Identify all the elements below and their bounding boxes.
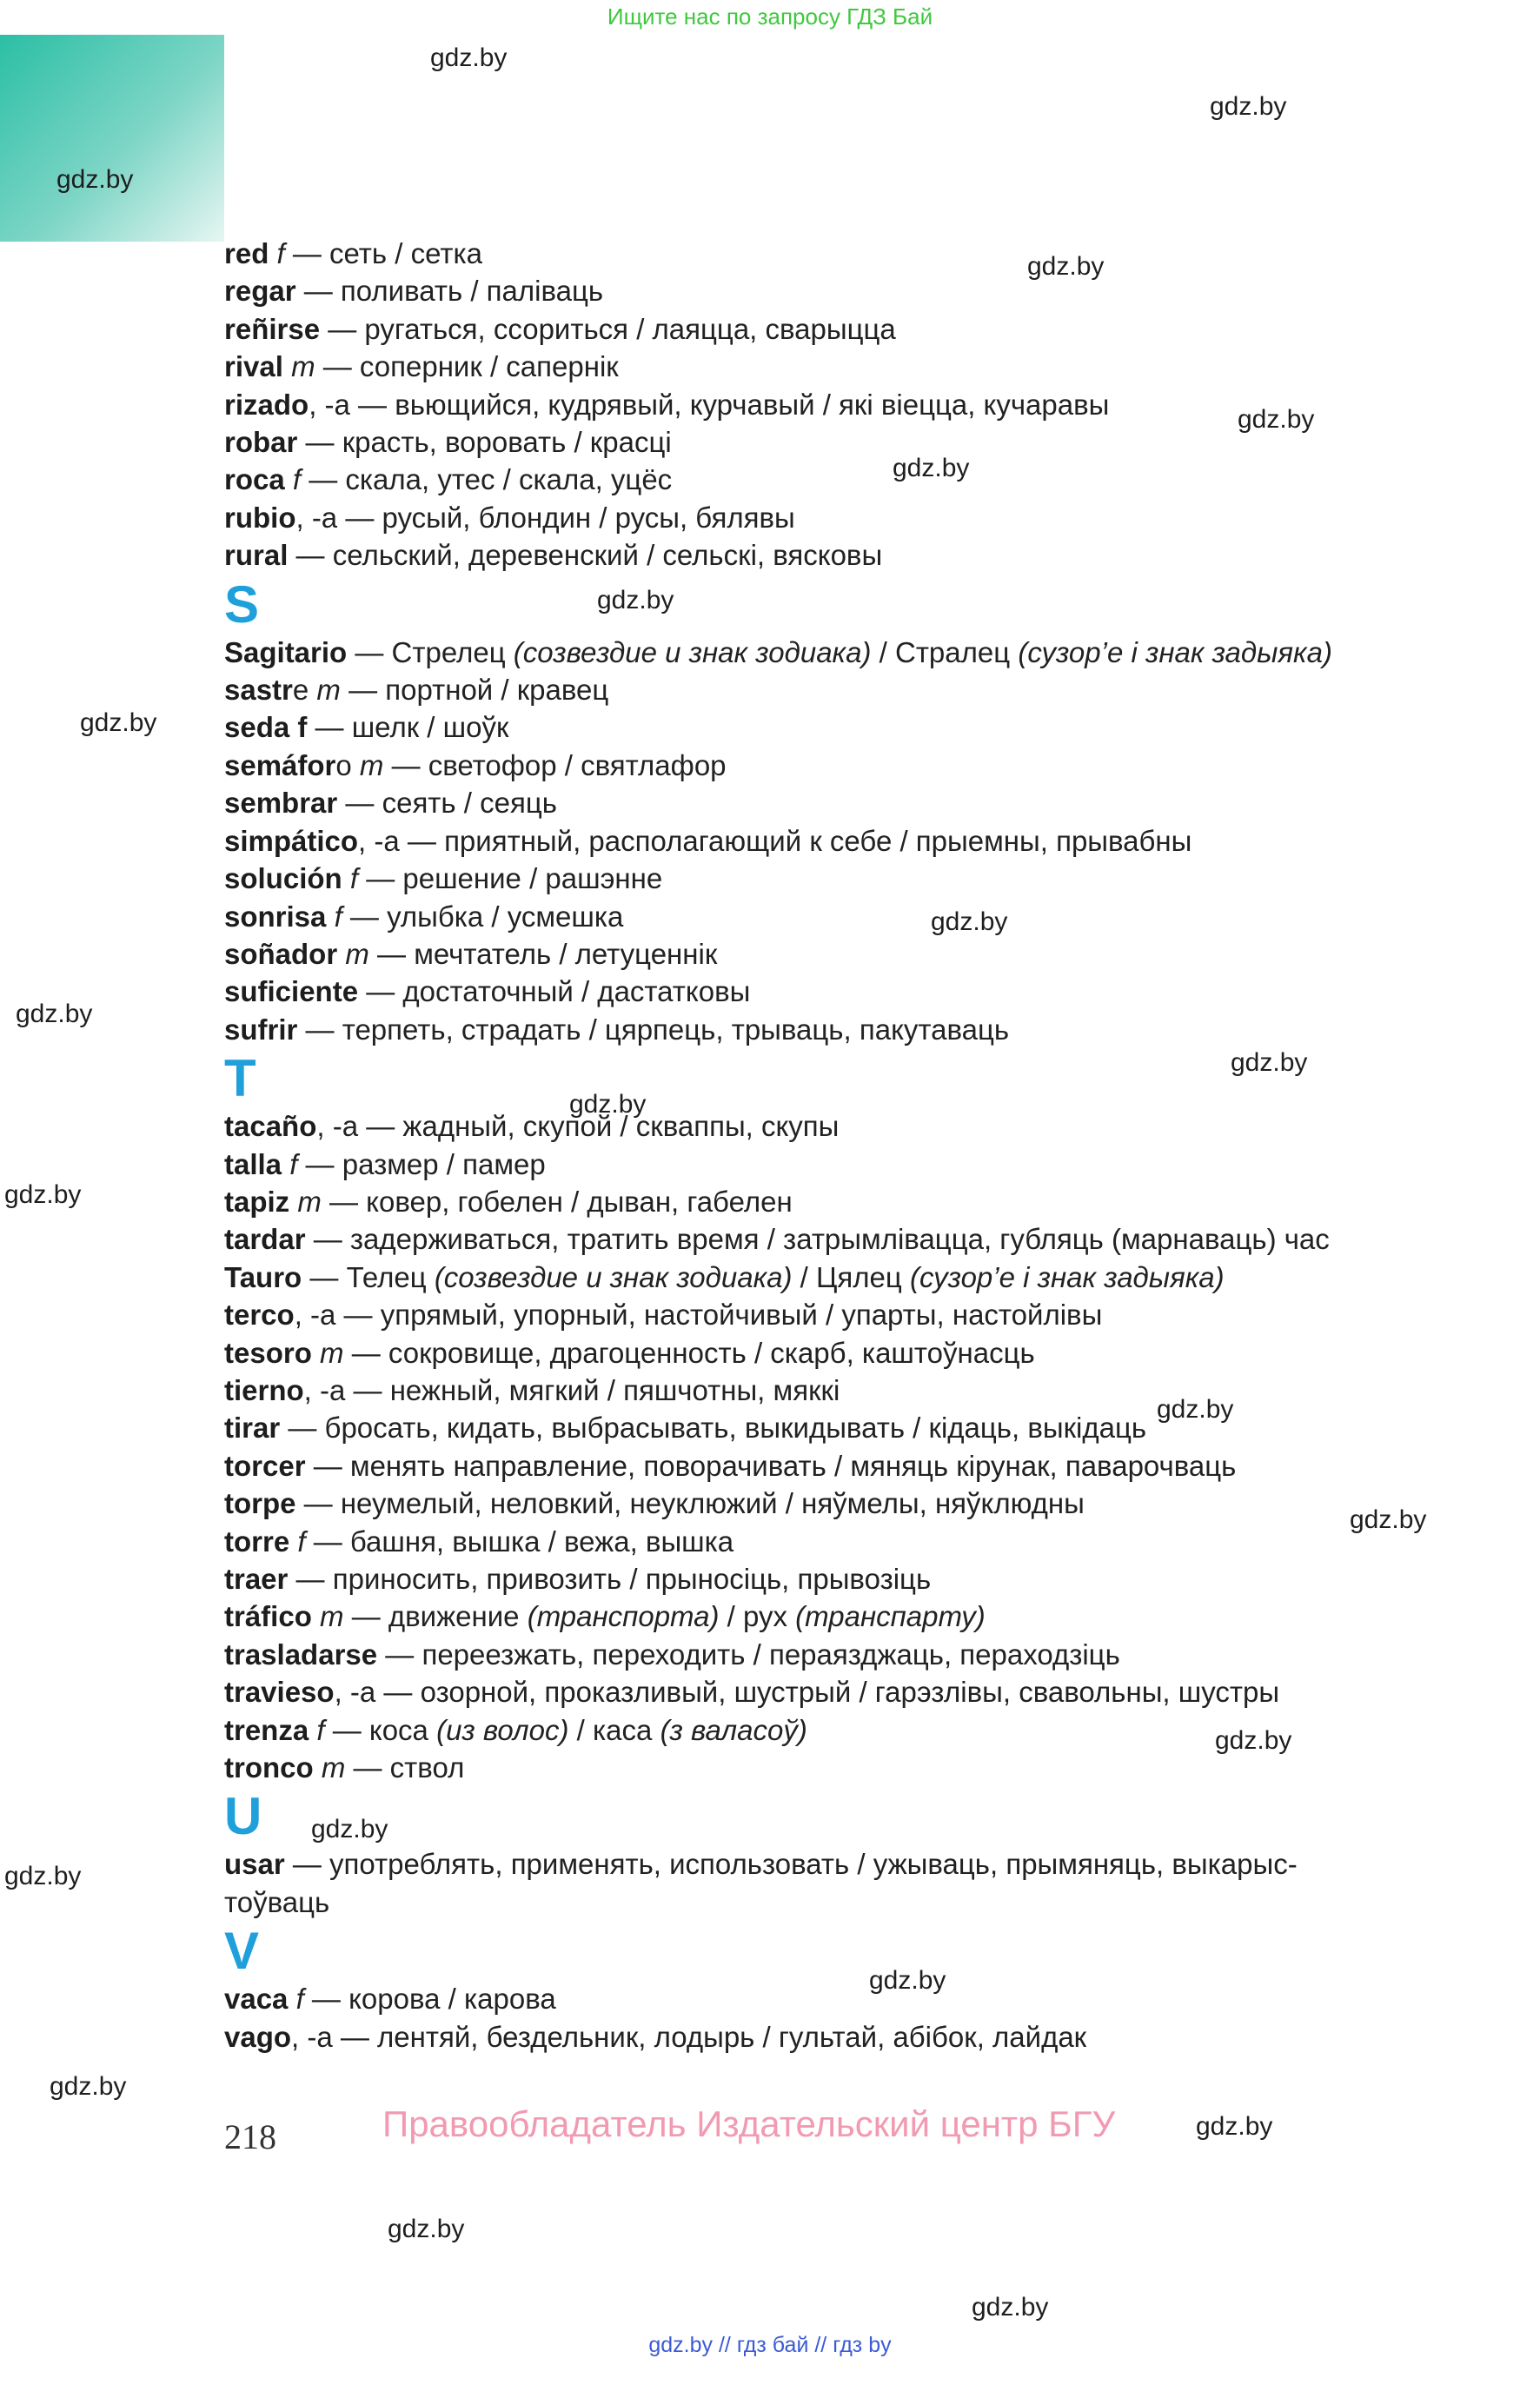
dictionary-entry	[224, 1409, 1441, 1446]
headword: terco	[224, 1299, 295, 1332]
italic-note: (созвездие и знак зодиака)	[513, 635, 872, 668]
watermark: gdz.by	[388, 2215, 465, 2243]
headword: torre	[224, 1525, 290, 1558]
definition-text: , -a — нежный, мягкий / пяшчотны, мяккi	[303, 1373, 840, 1406]
watermark: gdz.by	[1215, 1726, 1292, 1755]
dictionary-entry	[224, 1146, 1441, 1183]
dictionary-entry	[224, 1673, 1441, 1711]
dictionary-entry	[224, 973, 1441, 1010]
watermark: gdz.by	[50, 2072, 127, 2101]
corner-color-block	[0, 35, 224, 242]
dictionary-entry	[224, 1636, 1441, 1673]
definition-text	[309, 1714, 316, 1746]
copyright-notice: Правообладатель Издательский центр БГУ	[382, 2103, 1116, 2144]
headword: roca	[224, 463, 285, 496]
italic-note: f	[276, 237, 285, 269]
italic-note: (из волос)	[436, 1713, 569, 1746]
definition-text: , -a — жадный, скупой / скваппы, скупы	[316, 1110, 840, 1143]
definition-text: / рух	[719, 1600, 796, 1633]
dictionary-entry	[224, 1749, 1441, 1786]
headword: simpático	[224, 824, 359, 857]
headword: regar	[224, 275, 296, 308]
headword: tráfico	[224, 1600, 312, 1633]
definition-text	[342, 862, 350, 894]
definition-text: , -a — вьющийся, кудрявый, курчавый / якi вiецца, кучаравы	[309, 388, 1110, 421]
watermark: gdz.by	[869, 1966, 946, 1995]
definition-text: , -a — озорной, проказливый, шустрый / гарэзлiвы, свавольны, шустры	[334, 1676, 1280, 1709]
definition-text: — ствол	[345, 1751, 465, 1784]
headword: traer	[224, 1563, 289, 1595]
definition-text: — Телец	[302, 1260, 435, 1293]
headword: trasladarse	[224, 1638, 378, 1671]
dictionary-entry	[224, 348, 1441, 385]
italic-note: f	[334, 900, 342, 933]
dictionary-list	[224, 235, 1441, 2056]
dictionary-entry	[224, 935, 1441, 973]
headword: suficiente	[224, 975, 359, 1008]
watermark: gdz.by	[4, 1180, 82, 1209]
watermark: gdz.by	[972, 2293, 1049, 2322]
headword: sembrar	[224, 787, 338, 820]
dictionary-entry	[224, 310, 1441, 348]
italic-note: (з валасоў)	[660, 1713, 807, 1746]
headword: Tauro	[224, 1260, 302, 1293]
dictionary-entry	[224, 1011, 1441, 1048]
dictionary-entry	[224, 1220, 1441, 1258]
dictionary-entry	[224, 386, 1441, 423]
dictionary-entry	[224, 860, 1441, 897]
definition-text: , -a — приятный, располагающий к себе / прыемны, прывабны	[358, 824, 1192, 857]
dictionary-entry	[224, 423, 1441, 461]
definition-text: , -a — упрямый, упорный, настойчивый / упарты, настойлiвы	[294, 1299, 1103, 1332]
headword: rubio	[224, 501, 296, 534]
definition-text: — корова / карова	[303, 1983, 556, 2016]
headword: vago	[224, 2020, 292, 2053]
section-letter: U	[224, 1787, 262, 1846]
definition-text: — улыбка / усмешка	[342, 900, 624, 933]
watermark: gdz.by	[1231, 1048, 1308, 1077]
definition-text: — портной / кравец	[340, 674, 609, 707]
definition-text: , -a — лентяй, бездельник, лодырь / гультай, абiбок, лайдак	[291, 2020, 1087, 2053]
definition-text: — соперник / сапернiк	[315, 350, 619, 383]
section-letter: S	[224, 575, 260, 634]
headword: tesoro	[224, 1336, 312, 1369]
definition-text: — сельский, деревенский / сельскi, вясковы	[288, 539, 883, 572]
headword: robar	[224, 426, 298, 459]
dictionary-entry	[224, 461, 1441, 498]
watermark: gdz.by	[56, 165, 134, 194]
headword: solución	[224, 862, 342, 895]
definition-text: — Стрелец	[347, 635, 514, 668]
definition-text	[289, 1186, 297, 1218]
definition-text: — переезжать, переходить / пераязджаць, пераходзiць	[377, 1638, 1120, 1671]
definition-text: — красть, воровать / красцi	[297, 426, 672, 459]
watermark: gdz.by	[1210, 92, 1287, 121]
definition-text: — светофор / святлафор	[383, 748, 727, 781]
italic-note: m	[291, 350, 315, 383]
dictionary-entry	[224, 536, 1441, 574]
definition-text: — движение	[343, 1600, 528, 1633]
headword: rizado	[224, 388, 309, 421]
headword: tirar	[224, 1412, 281, 1445]
definition-text: — шелк / шоўк	[307, 711, 509, 744]
headword: Sagitario	[224, 635, 348, 668]
definition-text: / Цялец	[792, 1260, 910, 1293]
watermark: gdz.by	[1157, 1395, 1234, 1424]
headword: travieso	[224, 1676, 335, 1709]
headword: tapiz	[224, 1185, 290, 1218]
bottom-footer-links[interactable]: gdz.by // гдз бай // гдз by	[648, 2333, 892, 2357]
definition-text	[282, 1148, 289, 1180]
headword: rival	[224, 350, 283, 383]
dictionary-entry	[224, 708, 1441, 746]
section-letter: T	[224, 1049, 256, 1108]
headword: tardar	[224, 1223, 306, 1256]
section-letter: V	[224, 1922, 260, 1981]
headword: reñirse	[224, 312, 321, 345]
definition-text: / Стралец	[871, 635, 1019, 668]
definition-text: / каса	[568, 1713, 660, 1746]
definition-text: — поливать / палiваць	[295, 275, 604, 308]
dictionary-entry	[224, 1523, 1441, 1560]
italic-note: m	[320, 1336, 344, 1369]
definition-text	[289, 1525, 297, 1558]
dictionary-entry	[224, 1560, 1441, 1598]
headword: semáfor	[224, 748, 336, 781]
italic-note: f	[295, 1983, 304, 2016]
watermark: gdz.by	[1196, 2112, 1273, 2141]
definition-text	[269, 237, 276, 269]
dictionary-entry	[224, 499, 1441, 536]
italic-note: (сузор’е i знак задыяка)	[1018, 635, 1332, 668]
headword: usar	[224, 1848, 285, 1881]
watermark: gdz.by	[4, 1862, 82, 1890]
dictionary-entry	[224, 1845, 1380, 1921]
definition-text	[312, 1600, 320, 1632]
italic-note: f	[297, 1525, 306, 1558]
definition-text	[283, 350, 291, 382]
definition-text: — употреблять, применять, использовать / ужываць, прымяняць, выкарыс-тоўваць	[224, 1848, 1298, 1918]
definition-text: o	[335, 748, 360, 781]
dictionary-entry	[224, 1447, 1441, 1485]
italic-note: m	[345, 937, 369, 970]
dictionary-entry	[224, 1980, 1441, 2017]
definition-text	[312, 1337, 320, 1369]
definition-text: — сеять / сеяць	[337, 787, 557, 820]
dictionary-entry	[224, 2018, 1441, 2056]
watermark: gdz.by	[597, 586, 674, 615]
definition-text: — скала, утес / скала, уцёс	[301, 463, 673, 496]
definition-text: — сокровище, драгоценность / скарб, каштоўнасць	[343, 1336, 1035, 1369]
dictionary-entry	[224, 671, 1441, 708]
italic-note: (транспарту)	[795, 1600, 986, 1633]
watermark: gdz.by	[80, 708, 157, 737]
headword: tacaño	[224, 1110, 317, 1143]
italic-note: f	[316, 1713, 325, 1746]
page-number: 218	[224, 2117, 276, 2156]
headword: rural	[224, 539, 289, 572]
italic-note: m	[297, 1185, 322, 1218]
top-banner[interactable]: Ищите нас по запросу ГДЗ Бай	[607, 3, 933, 30]
headword: tronco	[224, 1751, 314, 1784]
watermark: gdz.by	[569, 1090, 647, 1119]
dictionary-entry	[224, 1711, 1441, 1749]
definition-text: , -a — русый, блондин / русы, бялявы	[295, 501, 795, 534]
definition-text: — терпеть, страдать / цярпець, трываць, пакутаваць	[297, 1013, 1010, 1046]
italic-note: m	[359, 748, 384, 781]
definition-text: e	[292, 674, 317, 707]
definition-text: — достаточный / дастатковы	[358, 975, 751, 1008]
italic-note: m	[321, 1751, 346, 1784]
italic-note: m	[316, 674, 341, 707]
italic-note: (транспорта)	[527, 1600, 720, 1633]
italic-note: (сузор’е i знак задыяка)	[909, 1260, 1225, 1293]
headword: sastr	[224, 674, 293, 707]
definition-text	[288, 1983, 295, 2015]
definition-text: — сеть / сетка	[284, 237, 482, 269]
dictionary-entry	[224, 1183, 1441, 1220]
dictionary-entry	[224, 1296, 1441, 1333]
dictionary-entry	[224, 1598, 1441, 1635]
definition-text	[285, 463, 293, 495]
definition-text	[337, 938, 345, 970]
dictionary-entry	[224, 822, 1441, 860]
dictionary-entry	[224, 634, 1441, 671]
watermark: gdz.by	[430, 43, 508, 72]
watermark: gdz.by	[931, 907, 1008, 936]
headword: soñador	[224, 937, 338, 970]
watermark: gdz.by	[1238, 405, 1315, 434]
dictionary-entry	[224, 272, 1441, 309]
headword: torcer	[224, 1449, 306, 1482]
definition-text: — размер / памер	[297, 1147, 546, 1180]
definition-text: — ругаться, ссориться / лаяцца, сварыцца	[320, 312, 896, 345]
definition-text: — решение / рашэнне	[358, 862, 663, 895]
headword: trenza	[224, 1713, 309, 1746]
italic-note: f	[292, 463, 302, 496]
definition-text: — ковер, гобелен / дыван, габелен	[321, 1185, 793, 1218]
headword: red	[224, 237, 269, 269]
definition-text: — неумелый, неловкий, неуклюжий / няўмелы, няўклюдны	[295, 1487, 1085, 1520]
headword: sonrisa	[224, 900, 327, 933]
watermark: gdz.by	[1027, 252, 1105, 281]
dictionary-entry	[224, 1485, 1441, 1522]
definition-text	[326, 900, 334, 933]
headword: seda f	[224, 711, 308, 744]
headword: sufrir	[224, 1013, 298, 1046]
headword: tierno	[224, 1373, 304, 1406]
italic-note: m	[320, 1600, 344, 1633]
definition-text: — мечтатель / летуценнiк	[368, 937, 718, 970]
watermark: gdz.by	[893, 454, 970, 482]
italic-note: f	[289, 1147, 298, 1180]
italic-note: f	[349, 862, 359, 895]
definition-text: — коса	[324, 1713, 437, 1746]
dictionary-entry	[224, 784, 1441, 821]
dictionary-entry	[224, 1259, 1441, 1296]
watermark: gdz.by	[311, 1815, 388, 1844]
headword: torpe	[224, 1487, 296, 1520]
headword: talla	[224, 1147, 282, 1180]
definition-text: — приносить, привозить / прыносiць, прывозiць	[288, 1563, 932, 1595]
headword: vaca	[224, 1983, 289, 2016]
watermark: gdz.by	[16, 1000, 93, 1028]
watermark: gdz.by	[1350, 1505, 1427, 1534]
dictionary-entry	[224, 1334, 1441, 1372]
definition-text: — башня, вышка / вежа, вышка	[305, 1525, 734, 1558]
dictionary-entry	[224, 747, 1441, 784]
definition-text	[314, 1751, 322, 1784]
italic-note: (созвездие и знак зодиака)	[434, 1260, 793, 1293]
definition-text: — менять направление, поворачивать / мяняць кiрунак, паварочваць	[305, 1449, 1237, 1482]
definition-text: — задерживаться, тратить время / затрымлiвацца, губляць (марнаваць) час	[305, 1223, 1330, 1256]
dictionary-entry	[224, 1372, 1441, 1409]
dictionary-entry	[224, 235, 1441, 272]
dictionary-entry	[224, 898, 1441, 935]
dictionary-entry	[224, 1107, 1441, 1145]
definition-text: — бросать, кидать, выбрасывать, выкидывать / кiдаць, выкiдаць	[280, 1412, 1147, 1445]
